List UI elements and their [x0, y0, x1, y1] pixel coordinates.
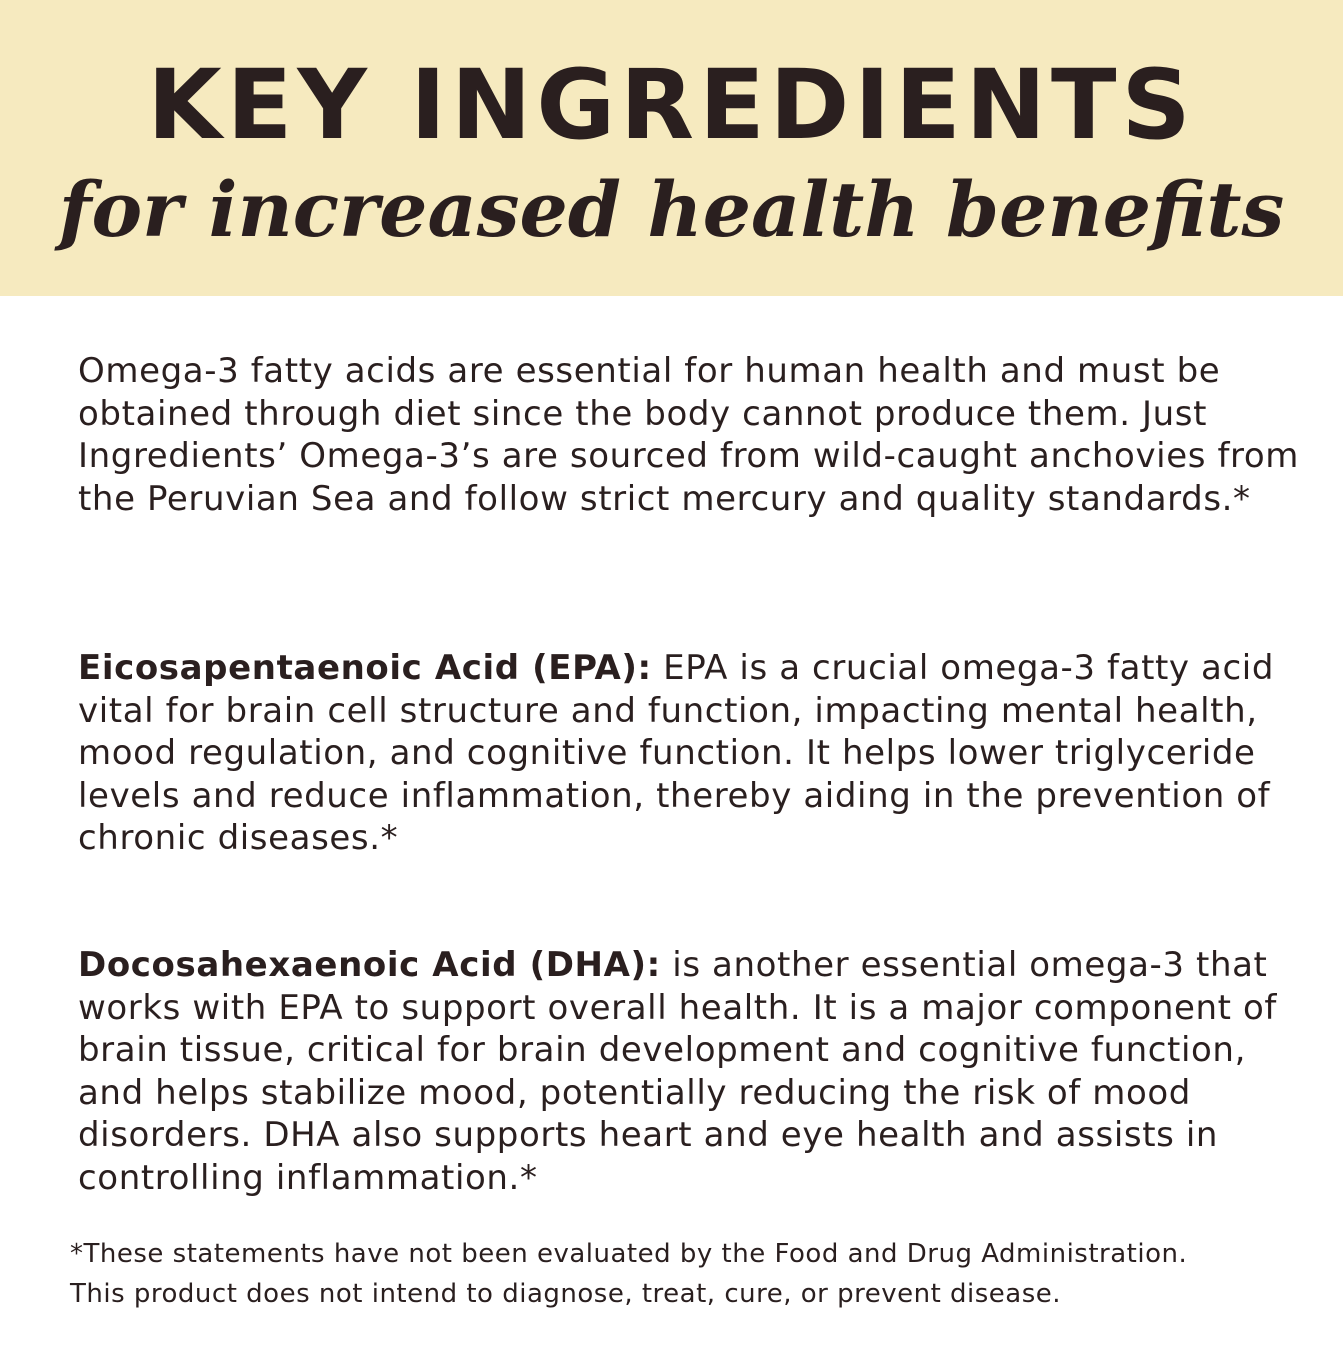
ingredient-dha: [78, 944, 1303, 1200]
disclaimer-line: This product does not intend to diagnose, treat, cure, or prevent disease.: [70, 1279, 1062, 1309]
fda-disclaimer: [70, 1234, 1310, 1314]
ingredient-name: Eicosapentaenoic Acid (EPA):: [78, 648, 652, 688]
disclaimer-line: *These statements have not been evaluated by the Food and Drug Administration.: [70, 1239, 1188, 1269]
page-title: KEY INGREDIENTS: [147, 49, 1196, 161]
ingredient-description: is another essential omega-3 that works with EPA to support overall health. It is a major component of brain tissue, critical for brain development and cognitive function, and helps stabilize mood, potentially reducing the risk of mood disorders. DHA also supports heart and eye health and assists in controlling inflammation.*: [78, 945, 1277, 1198]
ingredient-epa: [78, 647, 1303, 860]
ingredient-name: Docosahexaenoic Acid (DHA):: [78, 945, 661, 985]
header-banner: [0, 0, 1343, 296]
ingredient-description: EPA is a crucial omega-3 fatty acid vital for brain cell structure and function, impacting mental health, mood regulation, and cognitive function. It helps lower triglyceride levels and reduce inflammation, thereby aiding in the prevention of chronic diseases.*: [78, 648, 1275, 859]
page-subtitle: for increased health benefits: [58, 165, 1285, 254]
intro-paragraph: Omega-3 fatty acids are essential for human health and must be obtained through diet since the body cannot produce them. Just Ingredients’ Omega-3’s are sourced from wild-caught anchovies from the Peruvian Sea and follow strict mercury and quality standards.*: [78, 351, 1299, 519]
